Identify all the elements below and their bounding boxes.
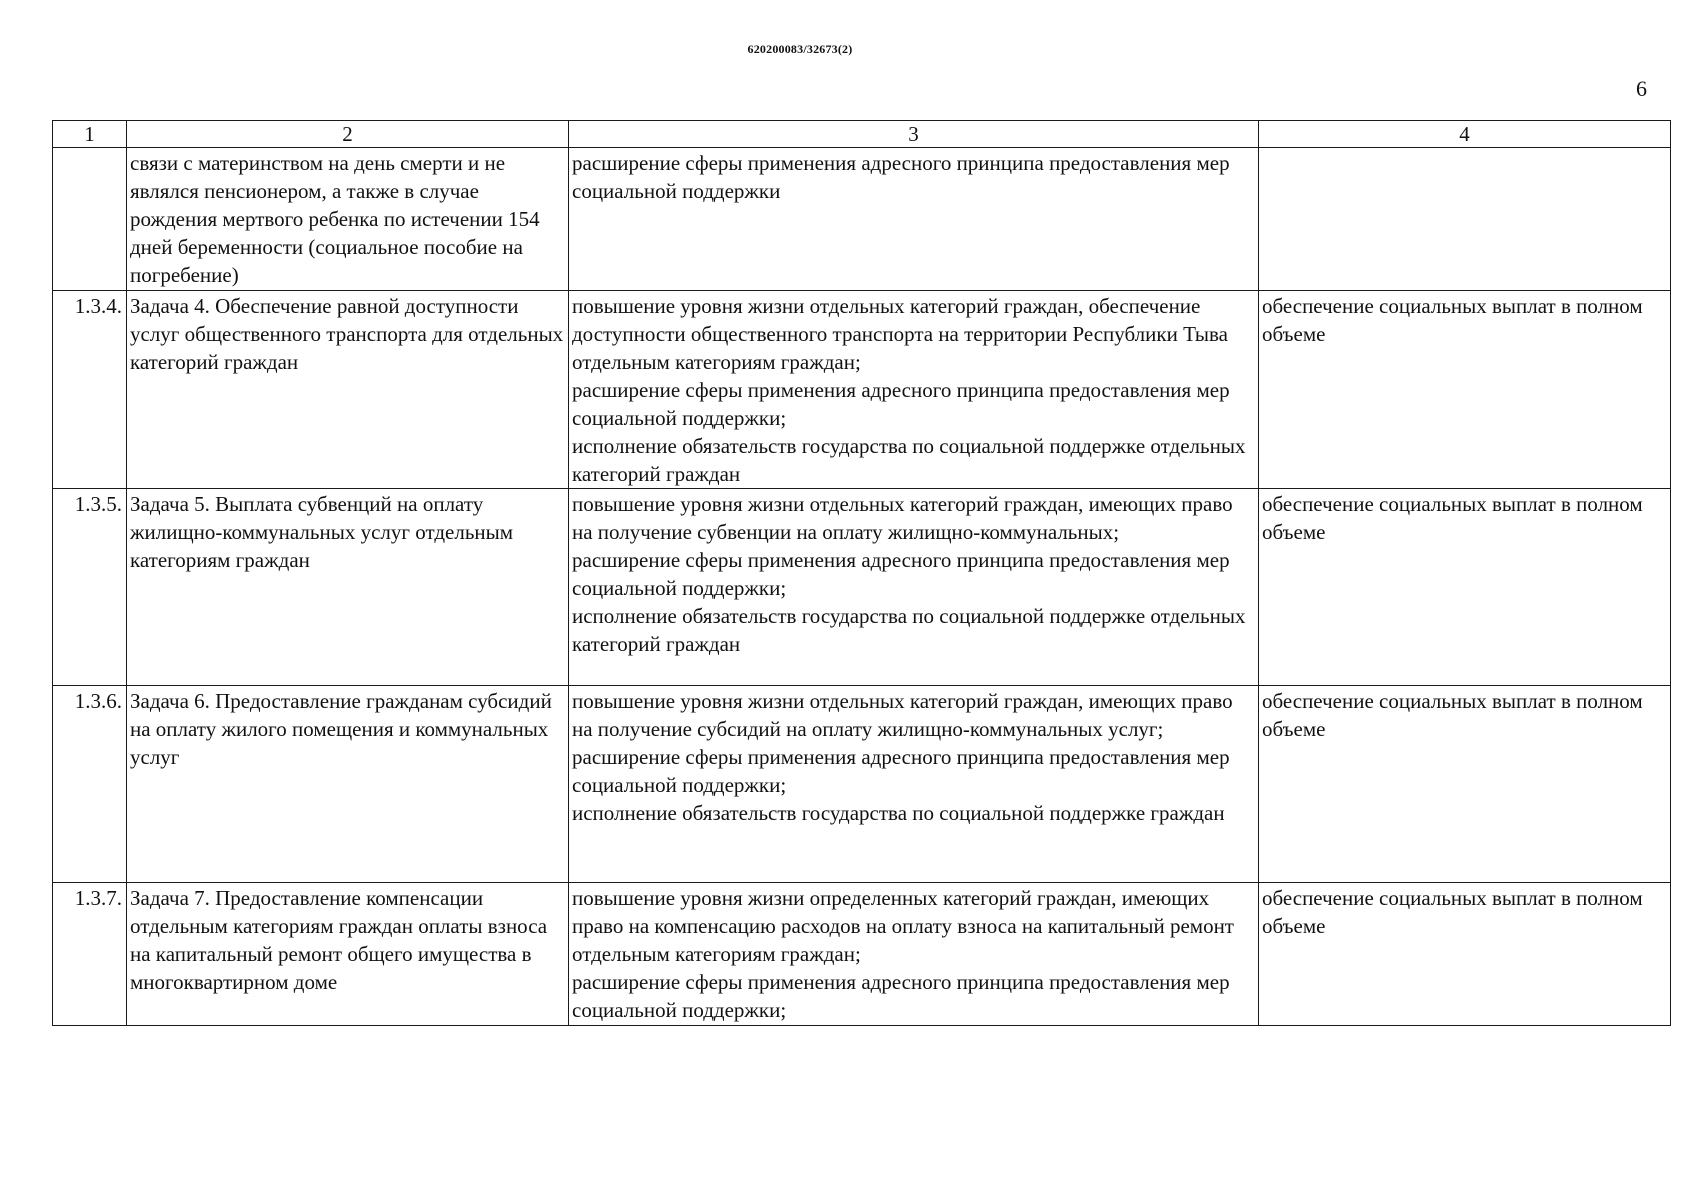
indicator-cell: обеспечение социальных выплат в полном объеме xyxy=(1259,883,1671,1026)
task-cell: Задача 7. Предоставление компенсации отдельным категориям граждан оплаты взноса на капитальный ремонт общего имущества в многоквартирном доме xyxy=(127,883,569,1026)
column-header-4: 4 xyxy=(1259,121,1671,148)
result-line: расширение сферы применения адресного принципа предоставления мер социальной поддержки; xyxy=(572,970,1230,1022)
table-header-row xyxy=(53,121,1671,148)
result-line: исполнение обязательств государства по социальной поддержке граждан xyxy=(572,801,1225,825)
result-line: повышение уровня жизни определенных категорий граждан, имеющих право на компенсацию расходов на оплату взноса на капитальный ремонт отдельным категориям граждан; xyxy=(572,886,1234,966)
indicator-cell: обеспечение социальных выплат в полном объеме xyxy=(1259,489,1671,686)
result-line: расширение сферы применения адресного принципа предоставления мер социальной поддержки xyxy=(572,151,1230,203)
task-cell: связи с материнством на день смерти и не являлся пенсионером, а также в случае рождения мертвого ребенка по истечении 154 дней беременности (социальное пособие на погребение) xyxy=(127,148,569,291)
task-cell: Задача 6. Предоставление гражданам субсидий на оплату жилого помещения и коммунальных услуг xyxy=(127,686,569,883)
row-number: 1.3.7. xyxy=(53,883,127,1026)
results-cell xyxy=(569,686,1259,883)
column-header-2: 2 xyxy=(127,121,569,148)
result-line: расширение сферы применения адресного принципа предоставления мер социальной поддержки; xyxy=(572,745,1230,797)
table-row xyxy=(53,489,1671,686)
results-cell xyxy=(569,883,1259,1026)
row-number: 1.3.6. xyxy=(53,686,127,883)
row-number: 1.3.4. xyxy=(53,291,127,489)
row-number: 1.3.5. xyxy=(53,489,127,686)
column-header-1: 1 xyxy=(53,121,127,148)
results-cell xyxy=(569,489,1259,686)
page-number: 6 xyxy=(1636,76,1647,101)
table-row xyxy=(53,883,1671,1026)
task-cell: Задача 4. Обеспечение равной доступности услуг общественного транспорта для отдельных категорий граждан xyxy=(127,291,569,489)
table-row xyxy=(53,291,1671,489)
results-cell xyxy=(569,148,1259,291)
result-line: расширение сферы применения адресного принципа предоставления мер социальной поддержки; xyxy=(572,378,1230,430)
result-line: исполнение обязательств государства по социальной поддержке отдельных категорий граждан xyxy=(572,434,1246,486)
column-header-3: 3 xyxy=(569,121,1259,148)
indicator-cell: обеспечение социальных выплат в полном объеме xyxy=(1259,686,1671,883)
indicator-cell xyxy=(1259,148,1671,291)
table-row xyxy=(53,686,1671,883)
result-line: повышение уровня жизни отдельных категорий граждан, обеспечение доступности общественного транспорта на территории Республики Тыва отдельным категориям граждан; xyxy=(572,294,1228,374)
result-line: повышение уровня жизни отдельных категорий граждан, имеющих право на получение субсидий на оплату жилищно-коммунальных услуг; xyxy=(572,689,1233,741)
indicator-cell: обеспечение социальных выплат в полном объеме xyxy=(1259,291,1671,489)
result-line: исполнение обязательств государства по социальной поддержке отдельных категорий граждан xyxy=(572,604,1246,656)
result-line: повышение уровня жизни отдельных категорий граждан, имеющих право на получение субвенции на оплату жилищно-коммунальных; xyxy=(572,492,1233,544)
result-line: расширение сферы применения адресного принципа предоставления мер социальной поддержки; xyxy=(572,548,1230,600)
row-number xyxy=(53,148,127,291)
task-cell: Задача 5. Выплата субвенций на оплату жилищно-коммунальных услуг отдельным категориям граждан xyxy=(127,489,569,686)
document-id: 620200083/32673(2) xyxy=(747,42,853,56)
measures-table xyxy=(52,120,1671,1026)
table-row xyxy=(53,148,1671,291)
results-cell xyxy=(569,291,1259,489)
